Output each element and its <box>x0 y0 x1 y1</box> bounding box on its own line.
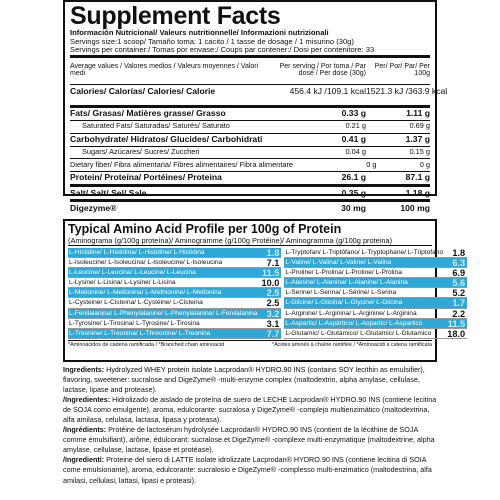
nutrient-row <box>70 172 430 184</box>
nutrient-label: Dietary fiber/ Fibra alimentaria/ Fibres alimentaires/ Fibra alimentare <box>70 159 294 169</box>
nutrient-serving: 26.1 g <box>341 172 366 183</box>
ingredients-paragraph <box>63 365 437 395</box>
nutrient-serving: 30 mg <box>341 202 366 213</box>
amino-column-left <box>68 248 281 339</box>
amino-value: 1.8 <box>266 248 280 258</box>
ingredients-label: /Ingrédients: <box>63 425 107 435</box>
amino-name: L-Arginine/ L-Arginina/ L-Arginine/ L-Arginina <box>285 309 417 317</box>
nutrient-row <box>70 202 430 214</box>
amino-value: 2.5 <box>266 288 280 299</box>
amino-name: L-Tyrosine/ L-Tirosina/ L-Tyrosine/ L-Tirosina <box>69 319 200 327</box>
amino-value: 6.3 <box>452 258 466 269</box>
ingredients-label: /Ingredienti: <box>63 455 105 465</box>
amino-name: L-Glutamic/ L-Glutámico/ L-Glutamic/ L-Glutamico <box>285 329 432 337</box>
amino-value: 5.2 <box>452 288 466 299</box>
amino-value: 2.5 <box>266 298 280 309</box>
nutrient-serving: 0.21 g <box>345 121 366 131</box>
ingredients-text: Hidrolizado de aislado de proteína de suero de LECHE Lacprodan® HYDRO.90 INS (contiene lecitina de SOJA como emulgente), aroma, edulcorante: sucralosa y DigeZyme® -complejo multienzimático (maltodextrina, alfa amilasa, celulasa, lactasa, lipasa y proteasa). <box>63 395 437 425</box>
nutrient-rows <box>70 108 430 215</box>
nutrient-row <box>70 134 430 146</box>
supplement-facts-panel <box>63 0 448 213</box>
amino-name: L-Cysteine/ L-Cisteína/ L-Cystéine/ L-Cisteina <box>69 299 203 307</box>
nutrient-serving: 0.04 g <box>345 147 366 157</box>
serving-size: Servings size:1 scoop/ Tamaño toma: 1 cacito / 1 tasse de dosage / 1 misurino (30g) <box>70 36 354 46</box>
ingredients-text: Proteine del siero di LATTE isolate idrolizzate Lacprodan® HYDRO.90 INS (contiene lecitina di SOIA come emulsionante), aroma, edulcorante: sucralosio e DigeZyme® -complesso multi-enzimatico (maltodestrina, alfa amilasi, cellulasi, lattasi, lipasi e proteasi). <box>63 455 432 485</box>
amino-row <box>284 258 467 268</box>
amino-row <box>284 298 467 308</box>
servings-per-container: Servings per container:/ Tomas por envase:/ Coups par contener:/ Dosi per contenitore: 33 <box>70 45 375 55</box>
amino-row <box>68 288 281 298</box>
amino-name: L-Serine/ L-Serina/ L-Sérine/ L-Serina <box>285 289 397 297</box>
amino-column-right <box>284 248 467 339</box>
amino-value: 5.6 <box>452 278 466 289</box>
nutrient-label: Saturated Fats/ Saturadas/ Saturés/ Saturato <box>82 121 230 131</box>
header-average-values: Average values / Valores medios / Valeurs moyennes / Valori medi <box>70 62 259 78</box>
facts-title: Supplement Facts <box>70 2 281 30</box>
amino-row <box>284 309 467 319</box>
amino-row <box>68 258 281 268</box>
amino-title: Typical Amino Acid Profile per 100g of Protein <box>68 222 342 236</box>
amino-value: 11.5 <box>447 318 466 329</box>
amino-name: L-Histidine/ L-Histidina/ L-Histidine/ L-Histidina <box>69 249 205 256</box>
nutrient-label: Fats/ Grasas/ Matières grasse/ Grasso <box>70 108 226 119</box>
amino-name: L-Isoleucine/ L-Isoleucina/ L-Isoleucine/ L-Isoleucina <box>69 259 223 267</box>
footnote-left: *Aminoácidos de cadena ramificada / *Branched chain aminoacid <box>68 341 225 348</box>
amino-name: L-Tryptofan/ L-Triptófano/ L-Tryptophane/ L-Triptofano <box>285 249 444 256</box>
amino-name: L-Leucine/ L-Leucina/ L-Leucine/ L-Leucina <box>69 269 196 277</box>
facts-column-header <box>70 58 430 84</box>
nutrient-per100: 1.11 g <box>406 108 430 119</box>
nutrient-per100: 0.69 g <box>409 121 430 131</box>
ingredients-label: /Ingredientes: <box>63 395 111 405</box>
amino-row <box>68 319 281 329</box>
calories-serving: 456.4 kJ /109.1 kcal <box>289 85 366 96</box>
amino-value: 11.5 <box>262 268 280 279</box>
amino-row <box>284 248 467 258</box>
ingredients-paragraph <box>63 455 437 485</box>
ingredients-paragraph <box>63 425 437 455</box>
amino-value: 7.7 <box>266 328 280 339</box>
calories-row <box>70 85 448 105</box>
nutrient-label: Protein/ Proteína/ Portéines/ Proteina <box>70 172 222 183</box>
nutrient-row <box>70 159 430 171</box>
nutrient-per100: 87.1 g <box>405 172 430 183</box>
amino-value: 3.2 <box>266 308 280 319</box>
amino-name: L-Metionine/ L-Metionina/ L-Methionine/ L-Metionina <box>69 289 222 297</box>
amino-row <box>68 309 281 319</box>
nutrient-serving: 0.35 g <box>341 187 366 198</box>
nutrient-per100: 1.18 g <box>405 187 430 198</box>
header-per-100g: Per/ Por/ Par/ Per 100g <box>374 62 430 78</box>
ingredients-paragraph <box>63 395 437 425</box>
ingredients-text: Hydrolyzed WHEY protein isolate Lacprodan® HYDRO.90 INS (contains SOY lecithin as emulsifier), flavoring, sweetener: sucralose and DigeZyme® -multi-enzyme complex (maltodextrin, alpha amylase, cellulase, lactase, lipase and protease). <box>63 365 425 395</box>
amino-value: 7.1 <box>266 258 280 269</box>
ingredients-section <box>63 365 437 486</box>
amino-value: 3.1 <box>266 318 280 329</box>
amino-value: 1.8 <box>452 248 466 258</box>
amino-name: L-Fenilalanina/ L-Phenylalanine/ L-Phenylalanine/ L-Fenilalanina <box>69 309 258 317</box>
nutrient-label: Sugars/ Azúcares/ Sucres/ Zuccheri <box>82 147 200 157</box>
amino-value: 10.0 <box>261 278 280 289</box>
nutrient-row <box>70 147 430 159</box>
nutrient-row <box>70 187 430 199</box>
nutrient-row <box>70 108 430 120</box>
amino-value: 1.7 <box>452 298 466 309</box>
amino-grid <box>68 248 466 339</box>
nutrient-label: Salt/ Salt/ Sel/ Sale <box>70 187 147 198</box>
amino-name: L-Lysine/ L-Lisina/ L-Lysine/ L-Lisina <box>69 279 176 287</box>
nutrient-serving: 0.33 g <box>341 108 366 119</box>
amino-row <box>68 278 281 288</box>
nutrient-row <box>70 121 430 133</box>
amino-name: L-Proline/ L-Prolina/ L-Proline/ L-Prolina <box>285 269 402 277</box>
ingredients-text: Protéine de lactosérum hydrolysée Lacprodan® HYDRO.90 INS (contient de la lécithine de SOJA comme émulsifiant), arôme, édulcorant: sucralose et DigeZyme® -complexe multi-enzymatique (maltodextrine, alpha amylase, cellulase, lactase, lipase et protéase). <box>63 425 435 455</box>
amino-row <box>284 278 467 288</box>
amino-acid-panel <box>63 219 466 362</box>
amino-value: 2.2 <box>452 308 466 319</box>
nutrient-per100: 100 mg <box>400 202 430 213</box>
amino-value: 6.9 <box>452 268 466 279</box>
nutrient-label: Digezyme® <box>70 202 117 213</box>
amino-subtitle: (Aminograma (g/100g proteína)/ Aminogramme (g/100g Protéine)/ Aminogramma (g/100g proteina) <box>68 236 393 245</box>
amino-row <box>284 329 467 339</box>
calories-label: Calories/ Calorías/ Calories/ Calorie <box>70 85 216 96</box>
header-per-serving: Per serving / Por toma / Par dose / Per dose (30g) <box>279 62 366 78</box>
calories-per100: 1521.3 kJ /363.9 kcal <box>366 85 448 96</box>
nutrient-per100: 0 g <box>419 159 430 169</box>
amino-row <box>284 268 467 278</box>
amino-value: 18.0 <box>447 328 466 339</box>
nutrient-per100: 1.37 g <box>405 134 430 145</box>
amino-name: L-Valine/ L-Valina/ L-Valine/ L-Valina <box>285 259 392 267</box>
amino-row <box>68 268 281 278</box>
amino-name: L-Glicine/ L-Glicina/ L-Glycine/ L-Glicina <box>285 299 403 307</box>
amino-footnote <box>68 340 432 349</box>
facts-subtitle: Información Nutricional/ Valeurs nutritionnelle/ Informazioni nutrizionali <box>70 28 329 37</box>
footnote-right: *Acides aminés à chaîne ramifiée / *Aminoacidi a catena ramificata <box>271 341 432 348</box>
amino-row <box>68 298 281 308</box>
amino-name: L-Aspartic/ L-Aspártico/ L-Aspartic/ L-Aspartico <box>285 319 423 327</box>
divider <box>68 245 432 246</box>
nutrient-serving: 0.41 g <box>341 134 366 145</box>
nutrient-label: Carbohydrate/ Hidratos/ Glucides/ Carbohidrati <box>70 134 263 145</box>
amino-name: L-Alanine/ L-Alanina/ L-Alanine/ L-Alanina <box>285 279 408 287</box>
nutrient-per100: 0.15 g <box>409 147 430 157</box>
amino-row <box>68 248 281 258</box>
amino-row <box>284 319 467 329</box>
ingredients-label: Ingredients: <box>63 365 105 374</box>
amino-name: L-Treonine/ L-Treonina/ L-Threonine/ L-Treonina <box>69 329 211 337</box>
amino-row <box>68 329 281 339</box>
amino-row <box>284 288 467 298</box>
nutrient-serving: 0 g <box>366 159 377 169</box>
